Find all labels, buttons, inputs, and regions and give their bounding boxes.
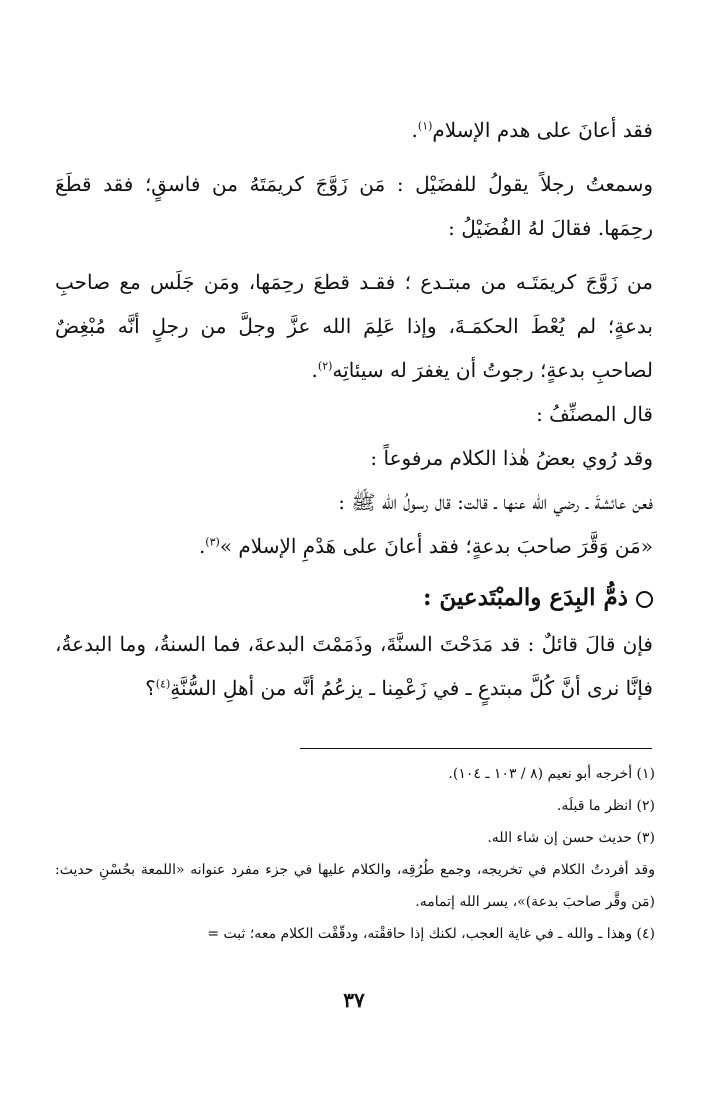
footnote-3: (٣) حديث حسن إن شاء الله. bbox=[487, 830, 655, 846]
paragraph-4: قال المصنِّفُ : bbox=[536, 402, 653, 426]
paragraph-3: من زَوَّجَ كريمَتَـه من مبتـدع ؛ فقـد قطعَ رحِمَها، ومَن جَلَس مع صاحبِ بدعةٍ؛ لم يُعْطَ الحكمَـةَ، وإذا عَلِمَ الله عزَّ وجلَّ من رجلٍ أنَّه مُبْغِضٌ لصاحبِ بدعةٍ؛ رجوتُ أن يغفرَ له سيئاتِه$^{(٢)}$. bbox=[55, 270, 653, 382]
footnotes bbox=[55, 758, 655, 950]
circle-bullet-icon bbox=[636, 591, 653, 608]
paragraph-8: فإن قالَ قائلٌ : قد مَدَحْتَ السنَّةَ، وذَمَمْتَ البدعةَ، فما السنةُ، وما البدعةُ، فإنَّا نرى أنَّ كُلَّ مبتدعٍ ـ في زَعْمِنا ـ يزعُمُ أنَّه من أهلِ السُّنَّةِ$^{(٤)}$؟ bbox=[55, 632, 653, 700]
paragraph-1: فقد أعانَ على هدم الإسلام$^{(١)}$. bbox=[411, 118, 653, 142]
section-heading: ذمُّ البِدَع والمبْتَدعينَ : bbox=[55, 574, 653, 622]
page-number: ٣٧ bbox=[343, 988, 365, 1012]
footnote-ref-1[interactable]: (١) bbox=[417, 119, 433, 133]
main-text bbox=[55, 108, 653, 710]
footnote-ref-2[interactable]: (٢) bbox=[317, 359, 333, 373]
paragraph-6: فعن عائشةَ ـ رضي الله عنها ـ قالت: قال رسولُ الله ﷺ : bbox=[338, 490, 653, 514]
paragraph-7: «مَن وَقَّرَ صاحبَ بدعةٍ؛ فقد أعانَ على هَدْمِ الإسلام »$^{(٣)}$. bbox=[198, 534, 653, 558]
footnote-divider bbox=[300, 748, 652, 749]
footnote-1: (١) أخرجه أبو نعيم (٨ / ١٠٣ ـ ١٠٤). bbox=[448, 766, 655, 782]
paragraph-2: وسمعتُ رجلاً يقولُ للفضَيْل : مَن زَوَّجَ كريمَتَهُ من فاسقٍ؛ فقد قطَعَ رحِمَها. فقالَ لهُ الفُضَيْلُ : bbox=[55, 172, 653, 240]
footnote-3-continued: وقد أفردتُ الكلام في تخريجه، وجمع طُرُقِه، والكلام عليها في جزء مفرد عنوانه «اللمعة بحُسْنِ حديث: (مَن وقَّر صاحبَ بدعة)»، يسر الله إتمامه. bbox=[55, 862, 655, 910]
footnote-ref-4[interactable]: (٤) bbox=[155, 677, 171, 691]
footnote-ref-3[interactable]: (٣) bbox=[205, 535, 220, 549]
footnote-4: (٤) وهذا ـ والله ـ في غاية العجب، لكنك إذا حاققْته، ودقّقْت الكلام معه؛ ثبت = bbox=[207, 926, 655, 942]
paragraph-5: وقد رُوي بعضُ هٰذا الكلام مرفوعاً : bbox=[370, 446, 653, 470]
footnote-2: (٢) انظر ما قبلَه. bbox=[556, 798, 655, 814]
